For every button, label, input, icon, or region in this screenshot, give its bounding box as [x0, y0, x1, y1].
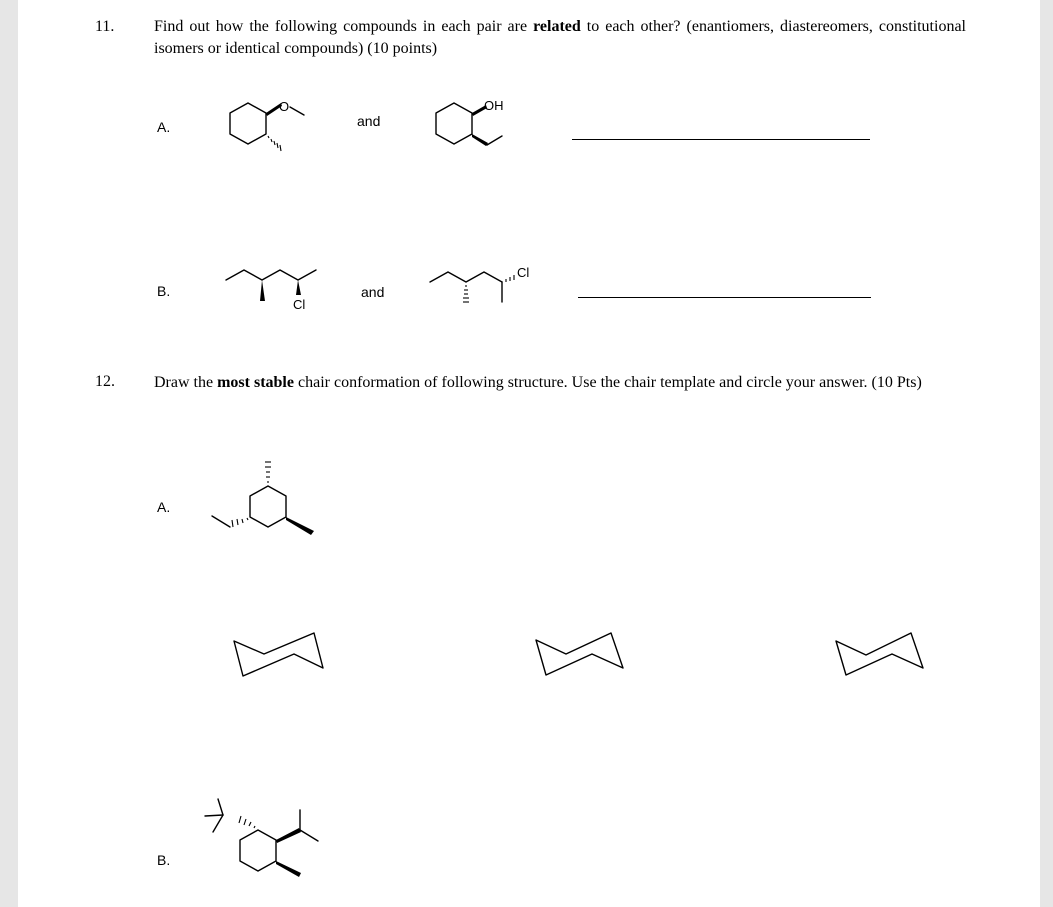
q11-text-bold: related: [533, 18, 581, 35]
q11-text-post: to each other? (enantiomers, diastereomers, constitutional isomers or identical compounds) (10 points): [154, 18, 966, 57]
chair-template-1[interactable]: [234, 633, 323, 676]
q11-b-right-hashed-chlorine: [506, 275, 514, 282]
q11-b-right-hashed-methyl: [463, 286, 469, 302]
q11-part-b-label: B.: [157, 283, 171, 299]
q12-part-b-label: B.: [157, 852, 171, 868]
question-12-number: 12.: [95, 373, 115, 390]
q11-part-a-label: A.: [157, 119, 171, 135]
q11-b-right-chlorine: Cl: [517, 265, 530, 280]
q11-a-left-hashed-methyl: [268, 136, 281, 151]
q11-b-right-molecule: [430, 265, 529, 302]
q11-b-left-molecule: [226, 270, 316, 312]
q12-text-pre: Draw the: [154, 374, 218, 391]
q12-b-hashed-tert-butyl: [239, 816, 255, 828]
q12-a-hashed-ethyl: [232, 518, 248, 527]
q12-text-post: chair conformation of following structure. Use the chair template and circle your answer. (10 Pts): [293, 374, 922, 391]
question-11-number: 11.: [95, 18, 115, 35]
q12-text-bold: most stable: [217, 374, 294, 391]
q11-a-right-hydroxyl: OH: [484, 98, 504, 113]
q11-a-left-oxygen: O: [279, 99, 290, 114]
q11-part-b-and: and: [361, 284, 385, 300]
worksheet-page: [18, 0, 1040, 907]
chair-template-2[interactable]: [536, 633, 623, 675]
q11-part-a-and: and: [357, 113, 381, 129]
chair-template-3[interactable]: [836, 633, 923, 675]
q11-b-left-chlorine: Cl: [293, 297, 306, 312]
q12-b-molecule: [205, 799, 318, 877]
structures-layer: [18, 0, 1040, 907]
q12-a-hashed-top-methyl: [265, 462, 271, 482]
q11-a-left-molecule: [230, 99, 304, 151]
q11-a-right-molecule: [436, 98, 504, 146]
q12-a-molecule: [212, 462, 314, 535]
q12-part-a-label: A.: [157, 499, 171, 515]
q11-text-pre: Find out how the following compounds in each pair are: [154, 18, 534, 35]
